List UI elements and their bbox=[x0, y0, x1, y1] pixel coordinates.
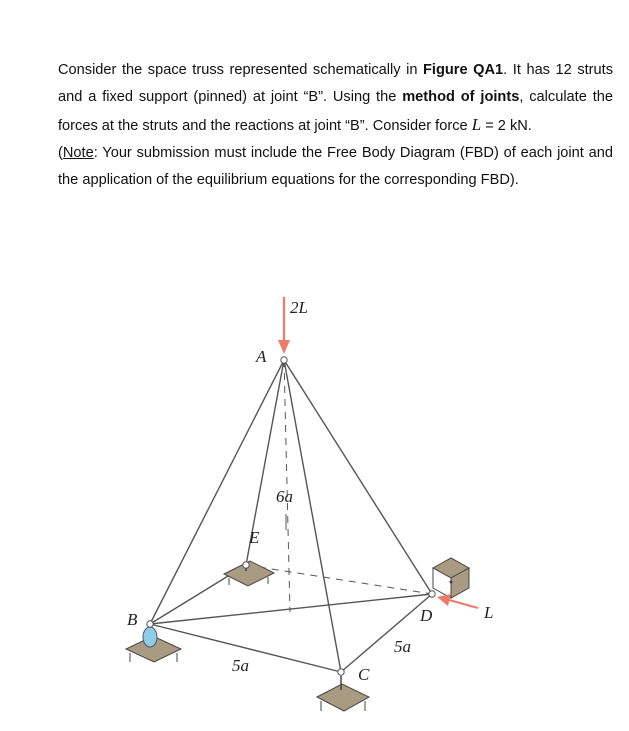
joint-label-D: D bbox=[420, 606, 433, 625]
member-C-D bbox=[341, 594, 432, 672]
dim-height-label: 6a bbox=[276, 487, 293, 506]
dim-base-front-label: 5a bbox=[232, 656, 249, 675]
support-B bbox=[126, 627, 181, 662]
joint-label-E: E bbox=[249, 528, 260, 547]
joint-B bbox=[147, 621, 153, 627]
problem-paragraph: Consider the space truss represented schematically in Figure QA1. It has 12 struts and a fixed support (pinned) at joint “B”. Using the method of joints, calculate the forces at the struts and the reactions at joint “B”. Consider force L = 2 kN. bbox=[58, 62, 614, 134]
dim-base-right-label: 5a bbox=[394, 637, 411, 656]
support-D bbox=[433, 558, 469, 598]
member-A-C bbox=[284, 360, 341, 672]
joint-D bbox=[429, 591, 435, 597]
load-arrow-L bbox=[437, 594, 478, 608]
joint-label-B: B bbox=[127, 610, 138, 629]
note-paragraph: (Note: Your submission must include the Free Body Diagram (FBD) of each joint and the application of the equilibrium equations for the corresponding FBD). bbox=[58, 145, 613, 188]
joint-E bbox=[243, 562, 249, 568]
member-E-D bbox=[246, 565, 432, 594]
joint-C bbox=[338, 669, 344, 675]
joint-A bbox=[281, 357, 287, 363]
load-side-label: L bbox=[484, 603, 494, 622]
load-arrow-2L bbox=[278, 297, 290, 354]
note-label: Note bbox=[62, 145, 94, 161]
method-emphasis: method of joints bbox=[402, 89, 520, 105]
member-A-B bbox=[150, 360, 284, 624]
joint-label-A: A bbox=[256, 347, 267, 366]
member-height-dashed bbox=[284, 360, 290, 612]
force-variable: L bbox=[471, 115, 482, 134]
load-top-label: 2L bbox=[290, 298, 308, 317]
joint-label-C: C bbox=[358, 665, 370, 684]
member-A-D bbox=[284, 360, 432, 594]
figure-reference: Figure QA1 bbox=[423, 62, 504, 78]
